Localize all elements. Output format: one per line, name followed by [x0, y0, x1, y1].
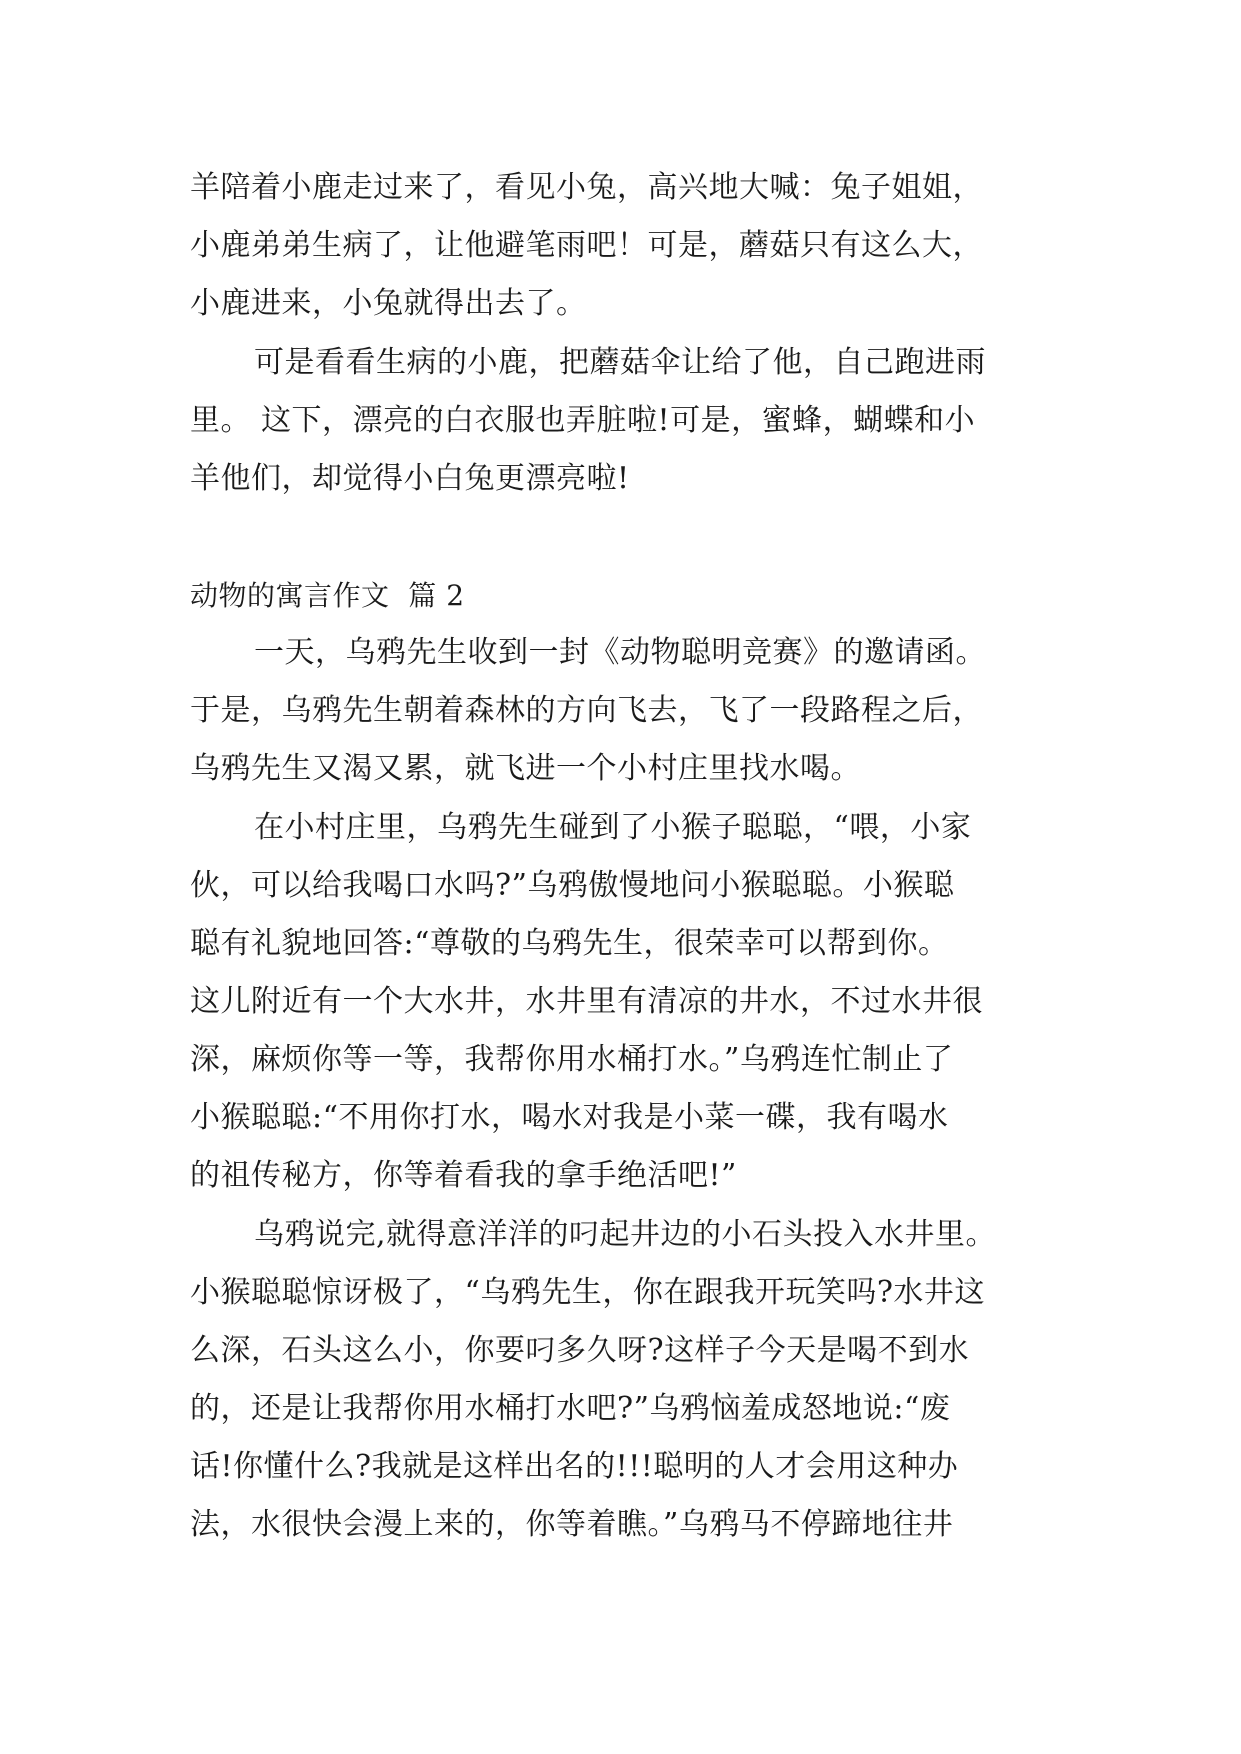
paragraph-1-line-3: 小鹿进来，小兔就得出去了。: [190, 286, 587, 321]
paragraph-5-line-6: 法，水很快会漫上来的，你等着瞧。”乌鸦马不停蹄地往井: [190, 1507, 954, 1542]
paragraph-2-line-2: 里。 这下，漂亮的白衣服也弄脏啦!可是，蜜蜂，蝴蝶和小: [190, 403, 976, 438]
paragraph-5-line-2: 小猴聪聪惊讶极了，“乌鸦先生，你在跟我开玩笑吗?水井这: [190, 1275, 985, 1310]
paragraph-4-line-2: 伙，可以给我喝口水吗?”乌鸦傲慢地问小猴聪聪。小猴聪: [190, 868, 955, 903]
paragraph-5-line-4: 的，还是让我帮你用水桶打水吧?”乌鸦恼羞成怒地说:“废: [190, 1391, 951, 1426]
paragraph-4-line-6: 小猴聪聪:“不用你打水，喝水对我是小菜一碟，我有喝水: [190, 1100, 949, 1135]
paragraph-4-line-4: 这儿附近有一个大水井，水井里有清凉的井水，不过水井很: [190, 984, 983, 1019]
paragraph-5-line-1: 乌鸦说完,就得意洋洋的叼起井边的小石头投入水井里。: [254, 1217, 997, 1252]
paragraph-4-line-1: 在小村庄里，乌鸦先生碰到了小猴子聪聪，“喂，小家: [254, 810, 972, 845]
paragraph-1-line-2: 小鹿弟弟生病了，让他避笔雨吧！可是，蘑菇只有这么大，: [190, 228, 983, 263]
paragraph-2-line-3: 羊他们，却觉得小白兔更漂亮啦!: [190, 461, 630, 496]
paragraph-3-line-1: 一天，乌鸦先生收到一封《动物聪明竞赛》的邀请函。: [254, 635, 986, 670]
paragraph-1-line-1: 羊陪着小鹿走过来了，看见小兔，高兴地大喊：兔子姐姐，: [190, 170, 983, 205]
paragraph-2-line-1: 可是看看生病的小鹿，把蘑菇伞让给了他，自己跑进雨: [254, 345, 986, 380]
paragraph-3-line-2: 于是，乌鸦先生朝着森林的方向飞去，飞了一段路程之后，: [190, 693, 983, 728]
section-heading: 动物的寓言作文 篇 2: [190, 579, 465, 612]
paragraph-5-line-5: 话!你懂什么?我就是这样出名的!!!聪明的人才会用这种办: [190, 1449, 959, 1484]
paragraph-4-line-3: 聪有礼貌地回答:“尊敬的乌鸦先生，很荣幸可以帮到你。: [190, 926, 949, 961]
paragraph-5-line-3: 么深，石头这么小，你要叼多久呀?这样子今天是喝不到水: [190, 1333, 970, 1368]
paragraph-4-line-7: 的祖传秘方，你等着看我的拿手绝活吧!”: [190, 1158, 737, 1193]
paragraph-3-line-3: 乌鸦先生又渴又累，就飞进一个小村庄里找水喝。: [190, 751, 861, 786]
paragraph-4-line-5: 深，麻烦你等一等，我帮你用水桶打水。”乌鸦连忙制止了: [190, 1042, 954, 1077]
